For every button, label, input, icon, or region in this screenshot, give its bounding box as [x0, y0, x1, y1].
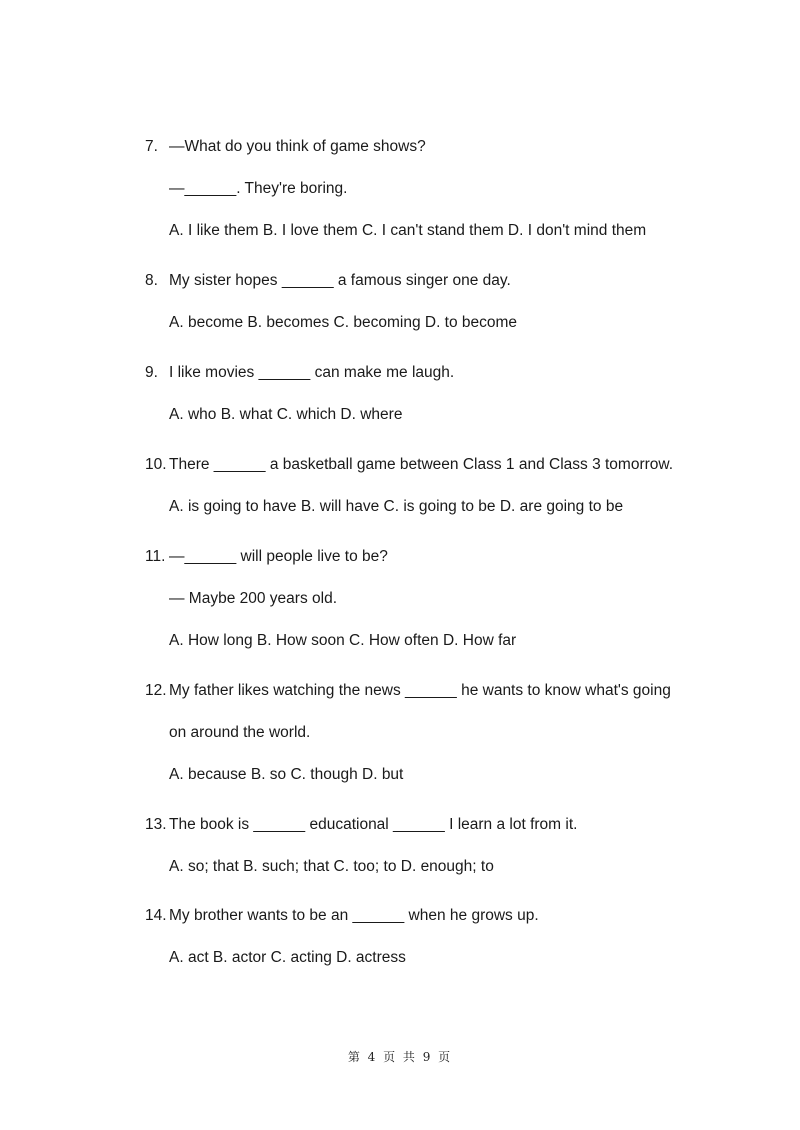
answer-options: A. is going to have B. will have C. is going to be D. are going to be — [169, 498, 624, 515]
question-number: 8. — [145, 272, 158, 289]
question-stem: There ______ a basketball game between Class 1 and Class 3 tomorrow. — [169, 456, 674, 473]
question-stem: I like movies ______ can make me laugh. — [169, 364, 455, 381]
question-stem-line: — Maybe 200 years old. — [169, 590, 338, 607]
page-footer: 第 4 页 共 9 页 — [347, 1050, 453, 1064]
question-number: 11. — [145, 548, 166, 565]
question-number: 13. — [145, 816, 167, 833]
question-number: 12. — [145, 682, 167, 699]
question-stem: My sister hopes ______ a famous singer one day. — [169, 272, 511, 289]
answer-options: A. because B. so C. though D. but — [169, 766, 404, 783]
question-stem: —What do you think of game shows? — [169, 138, 426, 155]
question-number: 7. — [145, 138, 158, 155]
question-number: 9. — [145, 364, 158, 381]
question-stem-line: —______. They're boring. — [169, 180, 348, 197]
answer-options: A. I like them B. I love them C. I can't stand them D. I don't mind them — [169, 222, 647, 239]
question-number: 14. — [145, 907, 167, 924]
question-stem: My brother wants to be an ______ when he grows up. — [169, 907, 539, 924]
answer-options: A. act B. actor C. acting D. actress — [169, 949, 406, 966]
question-stem: —______ will people live to be? — [169, 548, 388, 565]
question-stem: My father likes watching the news ______ he wants to know what's going — [169, 682, 671, 699]
question-number: 10. — [145, 456, 167, 473]
question-stem: The book is ______ educational ______ I learn a lot from it. — [169, 816, 578, 833]
answer-options: A. How long B. How soon C. How often D. How far — [169, 632, 517, 649]
answer-options: A. so; that B. such; that C. too; to D. enough; to — [169, 858, 494, 875]
question-stem-line: on around the world. — [169, 724, 311, 741]
answer-options: A. who B. what C. which D. where — [169, 406, 403, 423]
answer-options: A. become B. becomes C. becoming D. to become — [169, 314, 518, 331]
